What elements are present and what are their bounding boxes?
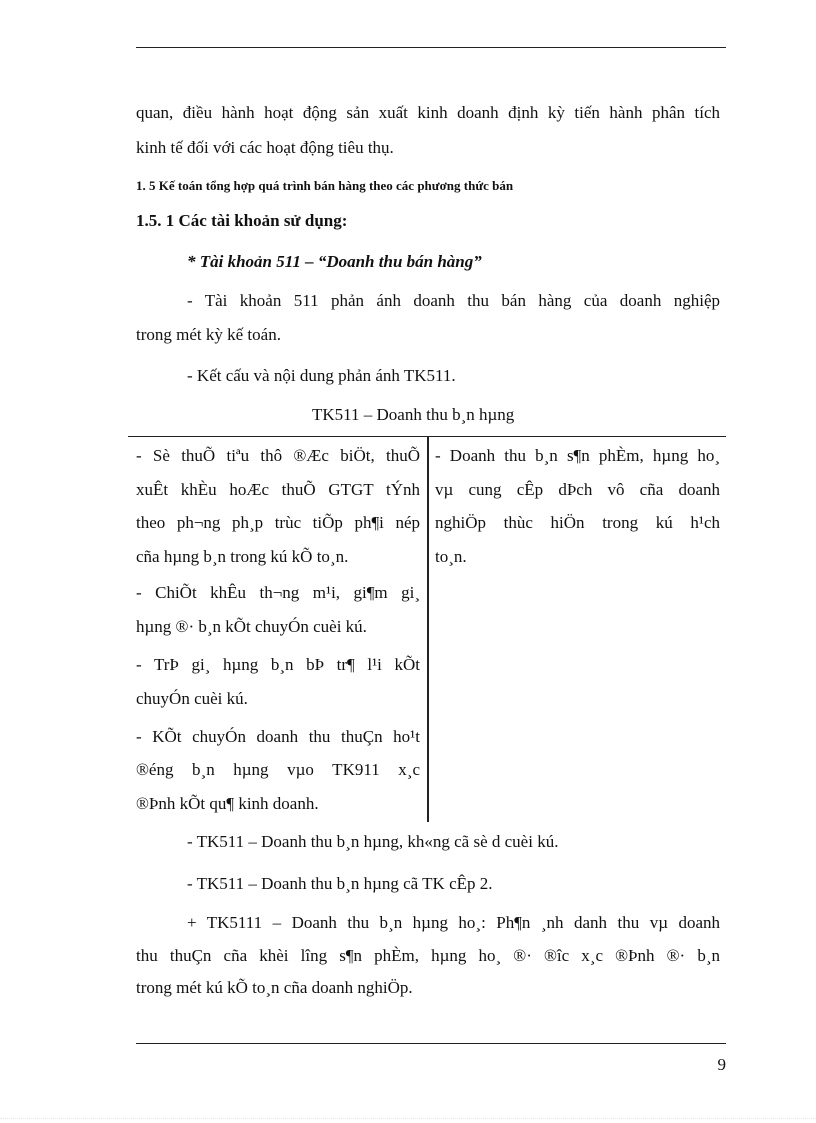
table-left-line: chuyÓn cuèi kú. <box>136 689 248 708</box>
table-right-line: to¸n. <box>435 547 467 566</box>
account-heading: * Tài khoản 511 – “Doanh thu bán hàng” <box>187 252 482 271</box>
paragraph-line: quan, điều hành hoạt động sản xuất kinh doanh định kỳ tiến hành phân tích <box>136 103 720 122</box>
paragraph-line: thu thuÇn cña khèi lîng s¶n phÈm, hµng ho¸ ®· ®îc x¸c ®Þnh ®· b¸n <box>136 946 720 965</box>
table-left-line: - ChiÕt khÊu th¬ng m¹i, gi¶m gi¸ <box>136 583 420 602</box>
table-right-line: vµ cung cÊp dÞch vô cña doanh <box>435 480 720 499</box>
page-number: 9 <box>717 1055 726 1074</box>
paragraph-line: trong mét kú kÕ to¸n cña doanh nghiÖp. <box>136 978 413 997</box>
paragraph-line: - Kết cấu và nội dung phản ánh TK511. <box>187 366 456 385</box>
table-left-line: ®Þnh kÕt qu¶ kinh doanh. <box>136 794 319 813</box>
table-left-line: cña hµng b¸n trong kú kÕ to¸n. <box>136 547 349 566</box>
table-left-line: xuÊt khÈu hoÆc thuÕ GTGT tÝnh <box>136 480 420 499</box>
paragraph-line: + TK5111 – Doanh thu b¸n hµng ho¸: Ph¶n ¸nh danh thu vµ doanh <box>187 913 720 932</box>
table-left-line: - TrÞ gi¸ hµng b¸n bÞ tr¶ l¹i kÕt <box>136 655 420 674</box>
header-rule <box>136 47 726 48</box>
table-divider <box>427 436 429 822</box>
table-left-line: hµng ®· b¸n kÕt chuyÓn cuèi kú. <box>136 617 367 636</box>
section-heading: 1. 5 Kế toán tổng hợp quá trình bán hàng theo các phương thức bán <box>136 178 514 193</box>
table-right-line: nghiÖp thùc hiÖn trong kú h¹ch <box>435 513 720 532</box>
table-left-line: ®éng b¸n hµng vµo TK911 x¸c <box>136 760 420 779</box>
page-edge-dots <box>0 1118 816 1119</box>
table-title: TK511 – Doanh thu b¸n hµng <box>312 405 515 424</box>
paragraph-line: - TK511 – Doanh thu b¸n hµng, kh«ng cã sè d cuèi kú. <box>187 832 559 851</box>
paragraph-line: - TK511 – Doanh thu b¸n hµng cã TK cÊp 2. <box>187 874 493 893</box>
paragraph-line: - Tài khoản 511 phản ánh doanh thu bán hàng của doanh nghiệp <box>187 291 720 310</box>
paragraph-line: trong mét kỳ kế toán. <box>136 325 281 344</box>
paragraph-line: kinh tế đối với các hoạt động tiêu thụ. <box>136 138 394 157</box>
footer-rule <box>136 1043 726 1044</box>
table-left-line: - KÕt chuyÓn doanh thu thuÇn ho¹t <box>136 727 420 746</box>
table-left-line: - Sè thuÕ tiªu thô ®Æc biÖt, thuÕ <box>136 446 420 465</box>
table-right-line: - Doanh thu b¸n s¶n phÈm, hµng ho¸ <box>435 446 720 465</box>
table-left-line: theo ph¬ng ph¸p trùc tiÕp ph¶i nép <box>136 513 420 532</box>
subsection-heading: 1.5. 1 Các tài khoản sử dụng: <box>136 211 348 230</box>
